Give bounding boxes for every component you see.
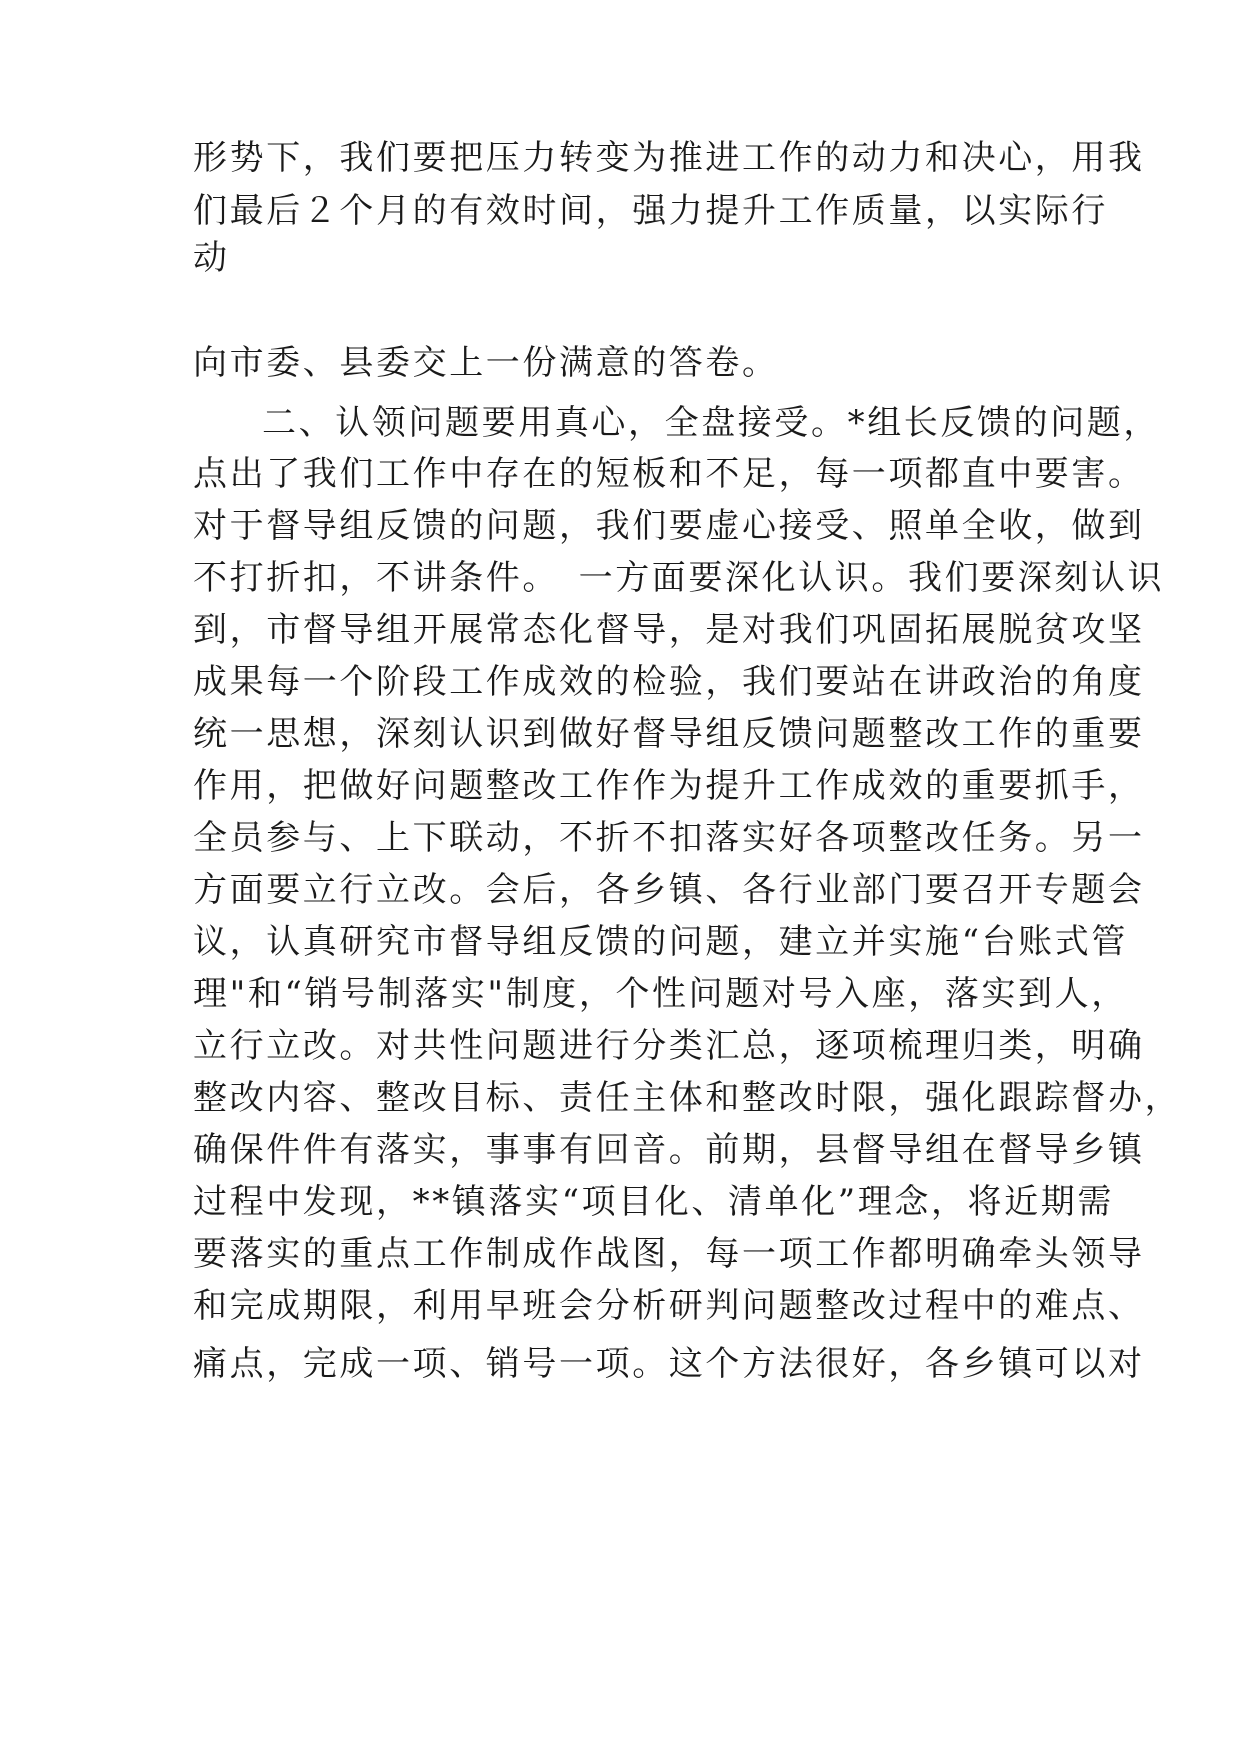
text-line-18: 整改内容、整改目标、责任主体和整改时限，强化跟踪督办， xyxy=(193,1078,1182,1118)
text-line-9: 到，市督导组开展常态化督导，是对我们巩固拓展脱贫攻坚 xyxy=(193,610,1145,650)
text-line-20: 过程中发现，**镇落实“项目化、清单化”理念，将近期需 xyxy=(193,1182,1114,1222)
text-line-3: 动 xyxy=(193,238,230,278)
text-line-1: 形势下，我们要把压力转变为推进工作的动力和决心，用我 xyxy=(193,138,1145,178)
text-line-10: 成果每一个阶段工作成效的检验，我们要站在讲政治的角度 xyxy=(193,662,1145,702)
text-line-12: 作用，把做好问题整改工作作为提升工作成效的重要抓手， xyxy=(193,766,1145,806)
text-line-13: 全员参与、上下联动，不折不扣落实好各项整改任务。另一 xyxy=(193,818,1145,858)
text-line-11: 统一思想，深刻认识到做好督导组反馈问题整改工作的重要 xyxy=(193,714,1145,754)
text-line-16: 理"和“销号制落实"制度，个性问题对号入座，落实到人， xyxy=(193,974,1128,1014)
text-line-17: 立行立改。对共性问题进行分类汇总，逐项梳理归类，明确 xyxy=(193,1026,1145,1066)
text-line-23: 痛点，完成一项、销号一项。这个方法很好，各乡镇可以对 xyxy=(193,1344,1145,1384)
text-line-7: 对于督导组反馈的问题，我们要虚心接受、照单全收，做到 xyxy=(193,506,1145,546)
text-line-19: 确保件件有落实，事事有回音。前期，县督导组在督导乡镇 xyxy=(193,1130,1145,1170)
text-line-8: 不打折扣，不讲条件。 一方面要深化认识。我们要深刻认识 xyxy=(193,558,1165,598)
text-line-5: 二、认领问题要用真心，全盘接受。*组长反馈的问题， xyxy=(262,403,1160,443)
text-line-6: 点出了我们工作中存在的短板和不足，每一项都直中要害。 xyxy=(193,454,1145,494)
text-line-22: 和完成期限，利用早班会分析研判问题整改过程中的难点、 xyxy=(193,1286,1145,1326)
text-line-21: 要落实的重点工作制成作战图，每一项工作都明确牵头领导 xyxy=(193,1234,1145,1274)
text-line-4: 向市委、县委交上一份满意的答卷。 xyxy=(193,343,779,383)
text-line-14: 方面要立行立改。会后，各乡镇、各行业部门要召开专题会 xyxy=(193,870,1145,910)
text-line-15: 议，认真研究市督导组反馈的问题，建立并实施“台账式管 xyxy=(193,922,1128,962)
text-line-2: 们最后２个月的有效时间，强力提升工作质量，以实际行 xyxy=(193,191,1108,231)
